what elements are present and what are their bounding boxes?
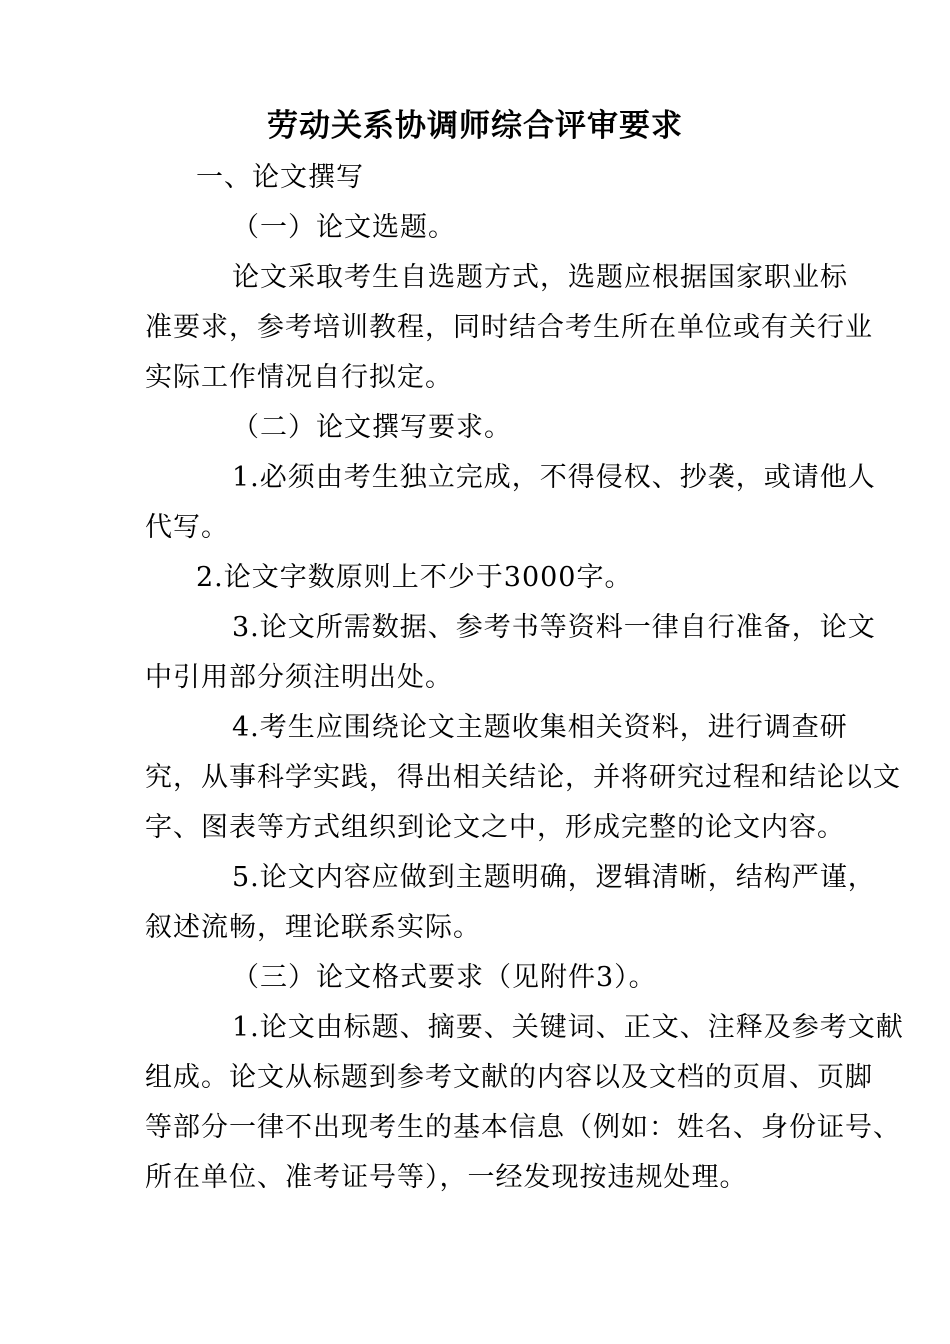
list-item-line: 中引用部分须注明出处。 <box>145 662 453 693</box>
list-item-line: 2.论文字数原则上不少于3000字。 <box>196 562 633 593</box>
list-item-line: 究，从事科学实践，得出相关结论，并将研究过程和结论以文 <box>145 762 901 793</box>
list-item-line: 3.论文所需数据、参考书等资料一律自行准备，论文 <box>232 612 876 643</box>
list-item-line: 1.必须由考生独立完成，不得侵权、抄袭，或请他人 <box>232 462 876 493</box>
list-item-line: 1.论文由标题、摘要、关键词、正文、注释及参考文献 <box>232 1012 904 1043</box>
paragraph-line: 实际工作情况自行拟定。 <box>145 362 453 393</box>
list-item-line: 等部分一律不出现考生的基本信息（例如：姓名、身份证号、 <box>145 1112 901 1143</box>
subsection-heading-3: （三）论文格式要求（见附件3）。 <box>232 962 657 993</box>
list-item-line: 5.论文内容应做到主题明确，逻辑清晰，结构严谨， <box>232 862 876 893</box>
list-item-line: 所在单位、准考证号等），一经发现按违规处理。 <box>145 1162 748 1193</box>
subsection-heading-2: （二）论文撰写要求。 <box>232 412 512 443</box>
list-item-line: 代写。 <box>145 512 229 543</box>
list-item-line: 叙述流畅，理论联系实际。 <box>145 912 481 943</box>
list-item-line: 组成。论文从标题到参考文献的内容以及文档的页眉、页脚 <box>145 1062 873 1093</box>
list-item-line: 字、图表等方式组织到论文之中，形成完整的论文内容。 <box>145 812 845 843</box>
document-title: 劳动关系协调师综合评审要求 <box>267 108 683 144</box>
subsection-heading-1: （一）论文选题。 <box>232 212 456 243</box>
paragraph-line: 准要求，参考培训教程，同时结合考生所在单位或有关行业 <box>145 312 873 343</box>
list-item-line: 4.考生应围绕论文主题收集相关资料，进行调查研 <box>232 712 848 743</box>
paragraph-line: 论文采取考生自选题方式，选题应根据国家职业标 <box>232 262 848 293</box>
section-heading-1: 一、论文撰写 <box>196 162 364 193</box>
